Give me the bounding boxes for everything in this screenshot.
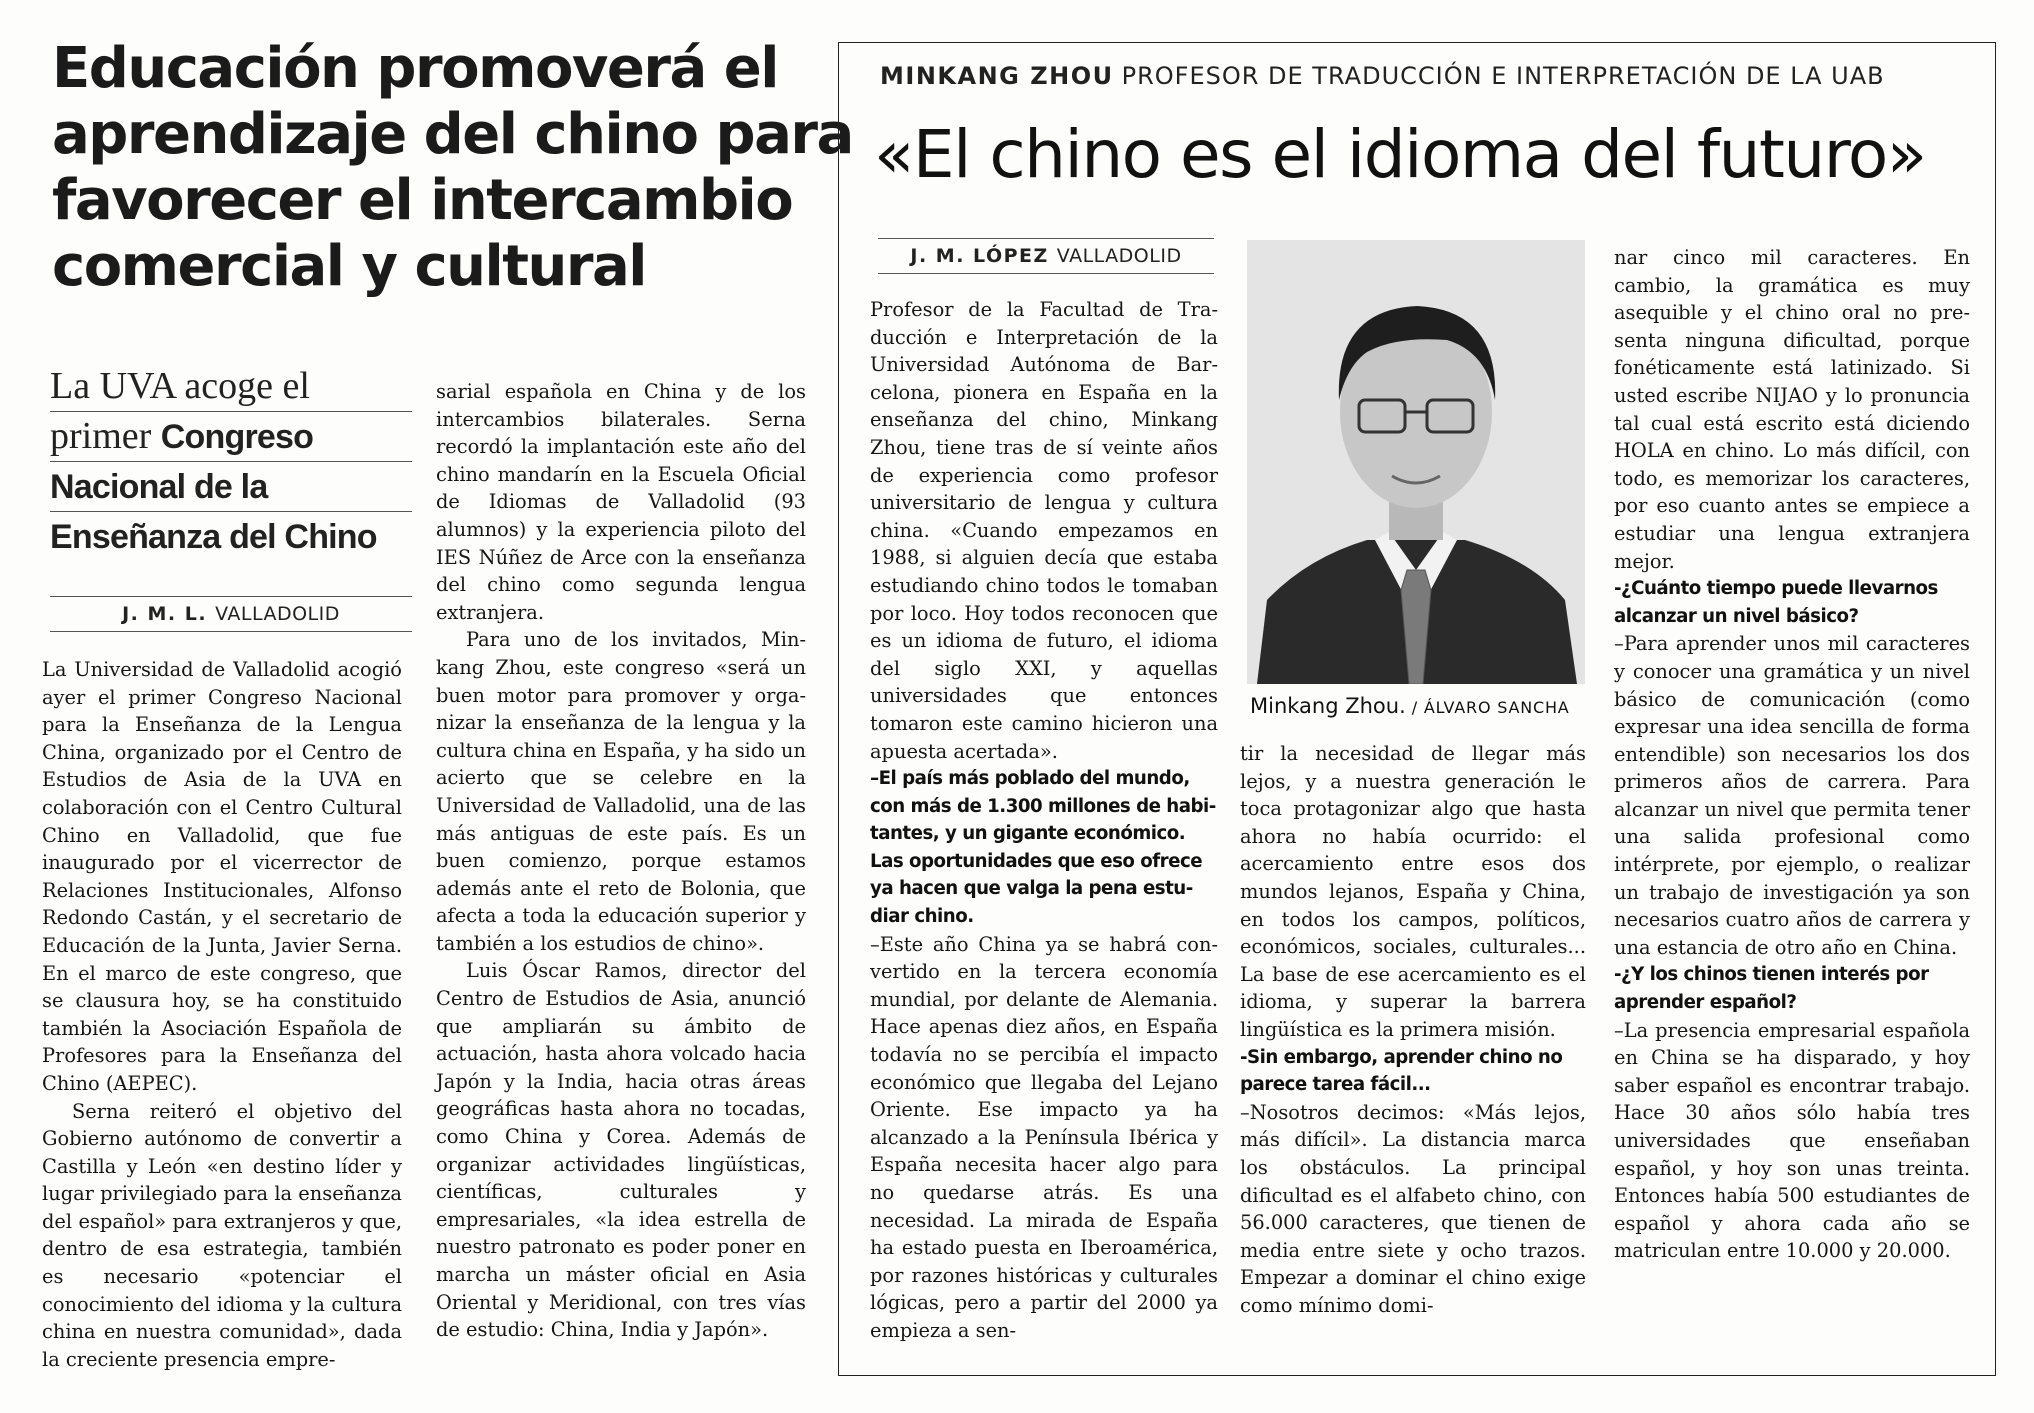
- paragraph: Serna reiteró el objetivo del Gobierno autónomo de convertir a Castilla y León «en destino líder y lugar privilegiado para la enseñanza del español» para extranjeros y que, dentro de esa estrategia, también es necesario «potenciar el conocimiento del idioma y la cultura china en nuestra comunidad», dada la creciente presencia empre-: [42, 1099, 402, 1371]
- byline-author: J. M. L.: [122, 603, 208, 625]
- portrait-illustration: [1247, 240, 1585, 684]
- byline-author: J. M. LÓPEZ: [910, 245, 1049, 267]
- answer: –Para aprender unos mil caracteres y conocer una gramática y un nivel básico de comunicación (como expresar una idea sencilla de forma entendible) son necesarios los dos primeros años de carrera. Para alcanzar un nivel que permita tener una salida profesional como intérprete, por ejemplo, o realizar un trabajo de investigación ya son necesarios cuatro años de carrera y una estancia de otro año en China.: [1614, 632, 1970, 959]
- question: -¿Y los chinos tienen interés por aprender español?: [1614, 964, 1929, 1014]
- paragraph: Para uno de los invitados, Minkang Zhou, este congreso «será un buen motor para promover y organizar la enseñanza de la lengua y la cultura china en España, y ha sido un acierto que se celebre en la Universidad de Valladolid, una de las más antiguas de este país. Es un buen comienzo, porque estamos además ante el reto de Bolonia, que afecta a toda la educación superior y también a los estudios de chino».: [436, 628, 806, 955]
- paragraph: Profesor de la Facultad de Traducción e Interpretación de la Universidad Autónoma de Barcelona, pionera en España en la enseñanza del chino, Minkang Zhou, tiene tras de sí veinte años de experiencia como profesor universitario de lengua y cultura china. «Cuando empezamos en 1988, si alguien decía que estaba estudiando chino todos le tomaban por loco. Hoy todos reconocen que es un idioma de futuro, el idioma del siglo XXI, y aquellas universidades que entonces tomaron este camino hicieron una apuesta acertada».: [870, 298, 1218, 763]
- caption-text: Minkang Zhou.: [1250, 694, 1406, 718]
- article-subheadline: [50, 362, 412, 561]
- paragraph: Luis Óscar Ramos, director del Centro de Estudios de Asia, anunció que ampliarán su ámbito de actuación, hasta ahora volcado hacia Japón y la India, hacia otras áreas geográficas hasta ahora no tocadas, como China y Corea. Además de organizar actividades lingüísticas, científicas, culturales y empresariales, «la idea estrella de nuestro patronato es poder poner en marcha un máster oficial en Asia Oriental y Meridional, con tres vías de estudio: China, India y Japón».: [436, 959, 806, 1342]
- subhead-line: [50, 412, 412, 462]
- headline-line: comercial y cultural: [52, 234, 646, 299]
- answer: tir la necesidad de llegar más lejos, y a nuestra generación le toca protagonizar algo que hasta ahora no había ocurrido: el acercamiento entre esos dos mundos lejanos, España y China, en todos los campos, políticos, económicos, sociales, culturales... La base de ese acercamiento es el idioma, y superar la barrera lingüística es la primera misión.: [1240, 742, 1586, 1041]
- article-column-1: [42, 656, 402, 1373]
- subhead-line: [50, 362, 412, 412]
- photo-credit: / ÁLVARO SANCHA: [1411, 698, 1570, 717]
- subhead-bold-text: Enseñanza del Chino: [50, 518, 377, 556]
- interview-column-3: [1614, 244, 1970, 1265]
- subhead-bold-text: Congreso: [160, 418, 314, 456]
- kicker-name: MINKANG ZHOU: [880, 62, 1114, 90]
- interview-column-2: [1240, 740, 1586, 1319]
- article-headline: [52, 36, 853, 300]
- subhead-line: [50, 462, 412, 512]
- answer: –Este año China ya se habrá convertido en la tercera economía mundial, por delante de Alemania. Hace apenas diez años, en España todavía no se percibía el impacto económico que llegaba del Lejano Oriente. Ese impacto ya ha alcanzado a la Península Ibérica y España necesita hacer algo para no quedarse atrás. Es una necesidad. La mirada de España ha estado puesta en Iberoamérica, por razones históricas y culturales lógicas, pero a partir del 2000 ya empieza a sen-: [870, 932, 1218, 1342]
- answer: –La presencia empresarial española en China se ha disparado, y hoy saber español es encontrar trabajo. Hace 30 años sólo había tres universidades que enseñaban español, y hoy son unas treinta. Entonces había 500 estudiantes de español y ahora cada año se matriculan entre 10.000 y 20.000.: [1614, 1018, 1970, 1263]
- subhead-bold-text: Nacional de la: [50, 468, 268, 506]
- headline-line: Educación promoverá el: [52, 36, 778, 101]
- kicker-role: PROFESOR DE TRADUCCIÓN E INTERPRETACIÓN DE LA UAB: [1121, 62, 1885, 90]
- interview-kicker: [880, 62, 1980, 90]
- portrait-photo: [1247, 240, 1585, 684]
- subhead-line: [50, 512, 412, 561]
- paragraph: La Universidad de Valladolid acogió ayer el primer Congreso Nacional para la Enseñanza de la Lengua China, organizado por el Centro de Estudios de Asia de la UVA en colaboración con el Centro Cultural Chino en Valladolid, que fue inaugurado por el vicerrector de Relaciones Institucionales, Alfonso Redondo Castán, y el secretario de Educación de la Junta, Javier Serna. En el marco de este congreso, que se clausura hoy, se ha constituido también la Asociación Española de Profesores para la Enseñanza del Chino (AEPEC).: [42, 658, 402, 1095]
- photo-caption: [1250, 694, 1570, 718]
- interview-column-1: [870, 296, 1218, 1345]
- paragraph: sarial española en China y de los intercambios bilaterales. Serna recordó la implantación este año del chino mandarín en la Escuela Oficial de Idiomas de Valladolid (93 alumnos) y la experiencia piloto del IES Núñez de Arce con la enseñanza del chino como segunda lengua extranjera.: [436, 380, 806, 624]
- answer: nar cinco mil caracteres. En cambio, la gramática es muy asequible y el chino oral no presenta ninguna dificultad, porque fonéticamente está latinizado. Si usted escribe NIJAO y lo pronuncia tal cual está escrito está diciendo HOLA en chino. Lo más difícil, con todo, es memorizar los caracteres, por eso cuanto antes se empiece a estudiar una lengua extranjera mejor.: [1614, 246, 1970, 573]
- subhead-text: La UVA acoge el: [50, 365, 310, 407]
- subhead-text: primer: [50, 415, 152, 457]
- question: -Sin embargo, aprender chino no parece tarea fácil...: [1240, 1046, 1563, 1096]
- article-byline: [50, 596, 412, 632]
- article-column-2: [436, 378, 806, 1344]
- headline-line: aprendizaje del chino para: [52, 102, 853, 167]
- interview-title: «El chino es el idioma del futuro»: [874, 116, 1926, 193]
- headline-line: favorecer el intercambio: [52, 168, 793, 233]
- interview-byline: [878, 238, 1214, 274]
- answer: –Nosotros decimos: «Más lejos, más difícil». La distancia marca los obstáculos. La principal dificultad es el alfabeto chino, con 56.000 caracteres, que tienen de media entre siete y ocho trazos. Empezar a dominar el chino exige como mínimo domi-: [1240, 1100, 1586, 1317]
- byline-place: VALLADOLID: [1056, 245, 1182, 267]
- byline-place: VALLADOLID: [215, 603, 340, 625]
- question: -¿Cuánto tiempo puede llevarnos alcanzar un nivel básico?: [1614, 578, 1938, 627]
- question: –El país más poblado del mundo, con más de 1.300 millones de habitantes, y un gigante económico. Las oportunidades que eso ofrece ya hacen que valga la pena estudiar chino.: [870, 768, 1217, 928]
